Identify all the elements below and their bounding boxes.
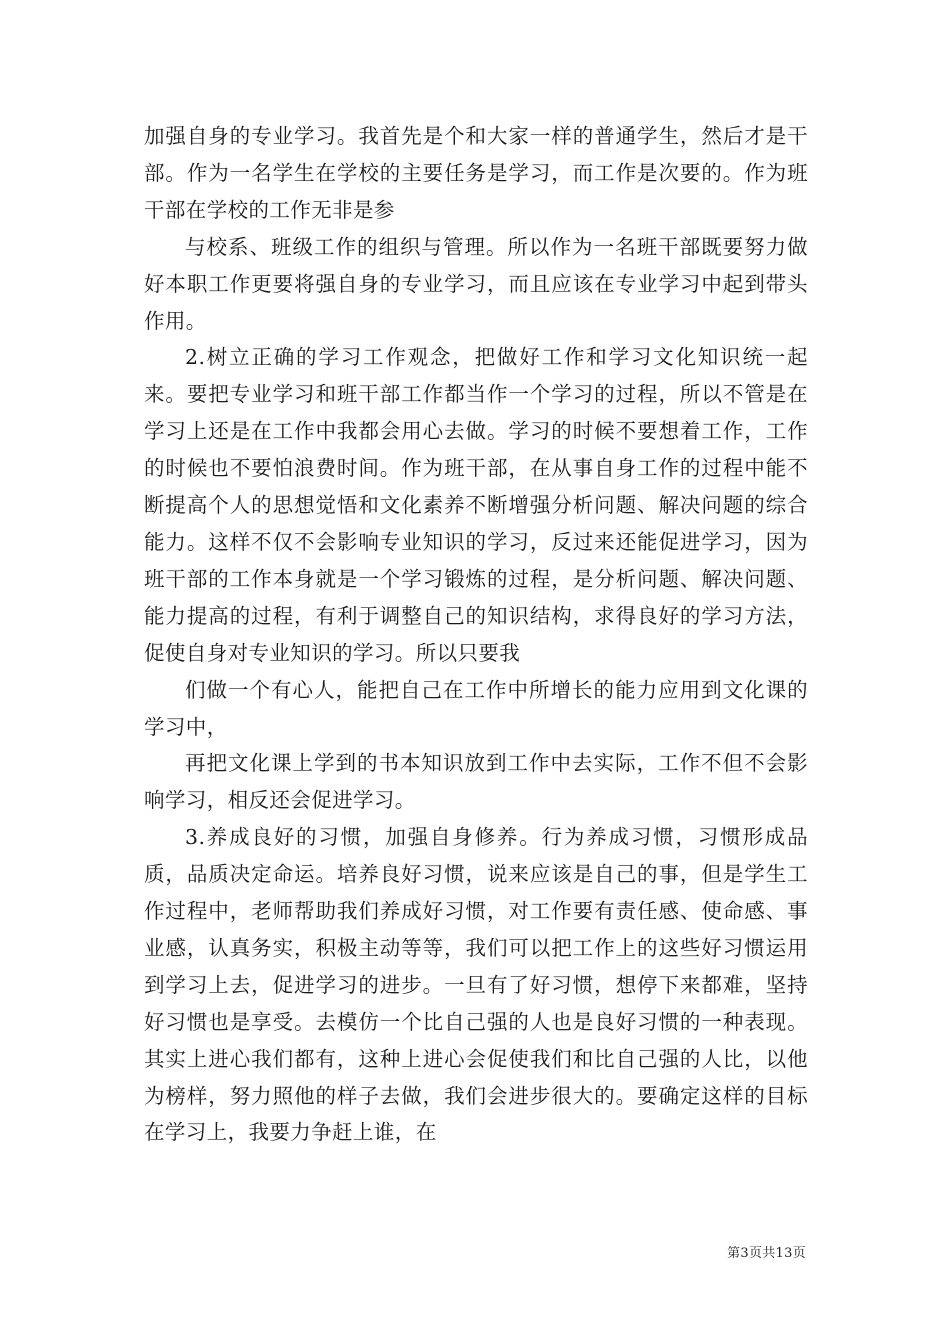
page-number-label: 第3页共13页 <box>727 1246 806 1261</box>
paragraph-4: 们做一个有心人，能把自己在工作中所增长的能力应用到文化课的学习中， <box>144 677 808 739</box>
paragraph-3: 2.树立正确的学习工作观念，把做好工作和学习文化知识统一起来。要把专业学习和班干部工作都当作一个学习的过程，所以不管是在学习上还是在工作中我都会用心去做。学习的时候不要想着工作，工作的时候也不要怕浪费时间。作为班干部，在从事自身工作的过程中能不断提高个人的思想觉悟和文化素养不断增强分析问题、解决问题的综合能力。这样不仅不会影响专业知识的学习，反过来还能促进学习，因为班干部的工作本身就是一个学习锻炼的过程，是分析问题、解决问题、能力提高的过程，有利于调整自己的知识结构，求得良好的学习方法，促使自身对专业知识的学习。所以只要我 <box>144 345 808 665</box>
paragraph-2: 与校系、班级工作的组织与管理。所以作为一名班干部既要努力做好本职工作更要将强自身的专业学习，而且应该在专业学习中起到带头作用。 <box>144 234 808 333</box>
document-body <box>144 118 808 1151</box>
paragraph-6: 3.养成良好的习惯，加强自身修养。行为养成习惯，习惯形成品质，品质决定命运。培养良好习惯，说来应该是自己的事，但是学生工作过程中，老师帮助我们养成好习惯，对工作要有责任感、使命感、事业感，认真务实，积极主动等等，我们可以把工作上的这些好习惯运用到学习上去，促进学习的进步。一旦有了好习惯，想停下来都难，坚持好习惯也是享受。去模仿一个比自己强的人也是良好习惯的一种表现。其实上进心我们都有，这种上进心会促使我们和比自己强的人比，以他为榜样，努力照他的样子去做，我们会进步很大的。要确定这样的目标在学习上，我要力争赶上谁，在 <box>144 825 808 1145</box>
paragraph-5: 再把文化课上学到的书本知识放到工作中去实际，工作不但不会影响学习，相反还会促进学习。 <box>144 751 808 813</box>
page-number-footer <box>727 1245 806 1263</box>
paragraph-1: 加强自身的专业学习。我首先是个和大家一样的普通学生，然后才是干部。作为一名学生在学校的主要任务是学习，而工作是次要的。作为班干部在学校的工作无非是参 <box>144 124 808 222</box>
